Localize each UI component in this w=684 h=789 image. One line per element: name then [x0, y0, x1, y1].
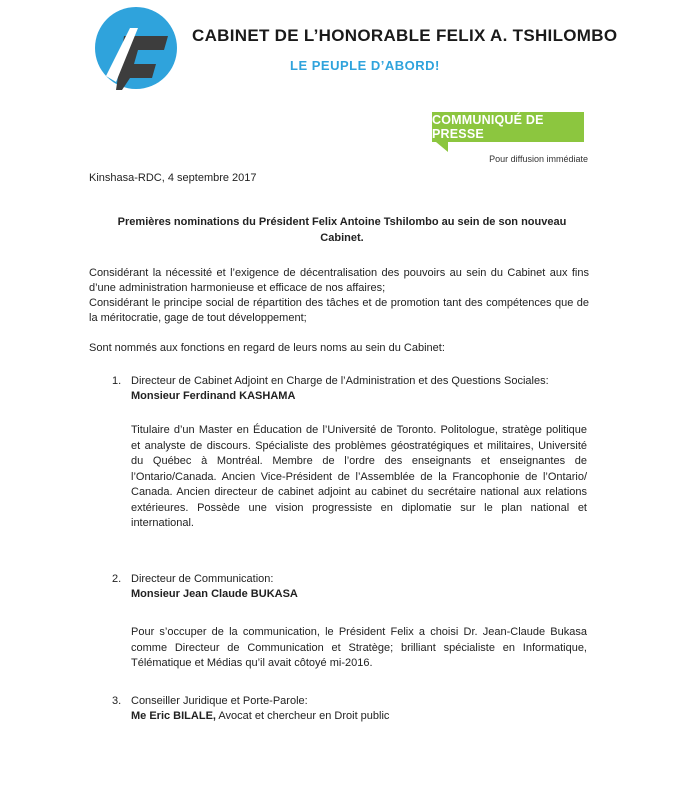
- tagline: LE PEUPLE D’ABORD!: [290, 58, 440, 73]
- appointment-role: Conseiller Juridique et Porte-Parole:: [131, 695, 308, 707]
- intro-paragraph-2: Considérant le principe social de répartition des tâches et de promotion tant des compétences que de la méritocratie, gage de tout développement;: [89, 297, 589, 324]
- appointee-description-1: Titulaire d’un Master en Éducation de l’Université de Toronto. Politologue, stratège politique et analyste de discours. Spécialiste des problèmes géostratégiques et militaires, Université du Québec à Montréal. Membre de l’ordre des enseignants et enseignantes de l’Ontario/Canada. Ancien Vice-Président de l’Assemblée de la Francophonie de l’Ontario/ Canada. Ancien directeur de cabinet adjoint au cabinet du secrétaire national aux relations extérieures. Possède une vision progressiste en diplomatie sur le plan national et international.: [131, 424, 587, 529]
- press-release-badge: COMMUNIQUÉ DE PRESSE: [432, 112, 584, 142]
- appointment-item-2: [112, 572, 590, 602]
- appointment-role: Directeur de Communication:: [131, 573, 274, 585]
- appointee-line: [131, 710, 389, 722]
- item-number: 1.: [112, 375, 122, 387]
- party-logo: [94, 6, 178, 90]
- distribution-note: Pour diffusion immédiate: [489, 154, 588, 164]
- appointment-item-1: [112, 374, 590, 404]
- item-number: 3.: [112, 695, 122, 707]
- organization-name: CABINET DE L’HONORABLE FELIX A. TSHILOMBO: [192, 26, 618, 45]
- badge-tail-shape: [436, 142, 448, 152]
- dateline: Kinshasa-RDC, 4 septembre 2017: [89, 172, 257, 184]
- appointment-item-3: [112, 694, 590, 724]
- appointee-name: Me Eric BILALE,: [131, 710, 216, 722]
- appointee-description-2: Pour s’occuper de la communication, le Président Felix a choisi Dr. Jean-Claude Bukasa comme Directeur de Communication et Stratège; brilliant spécialiste en Informatique, Télématique et Médias qu’il avait côtoyé mi-2016.: [131, 626, 587, 669]
- appointee-name: Monsieur Jean Claude BUKASA: [131, 588, 298, 600]
- intro-paragraph-1: Considérant la nécessité et l’exigence de décentralisation des pouvoirs au sein du Cabinet aux fins d’une administration harmonieuse et efficace de nos affaires;: [89, 267, 589, 294]
- appointment-role: Directeur de Cabinet Adjoint en Charge de l’Administration et des Questions Sociales:: [131, 375, 549, 387]
- appointments-lead: Sont nommés aux fonctions en regard de leurs noms au sein du Cabinet:: [89, 342, 445, 354]
- document-title: Premières nominations du Président Felix Antoine Tshilombo au sein de son nouveau Cabinet.: [117, 216, 567, 244]
- item-number: 2.: [112, 573, 122, 585]
- appointee-title: Avocat et chercheur en Droit public: [218, 710, 390, 722]
- appointee-name: Monsieur Ferdinand KASHAMA: [131, 390, 296, 402]
